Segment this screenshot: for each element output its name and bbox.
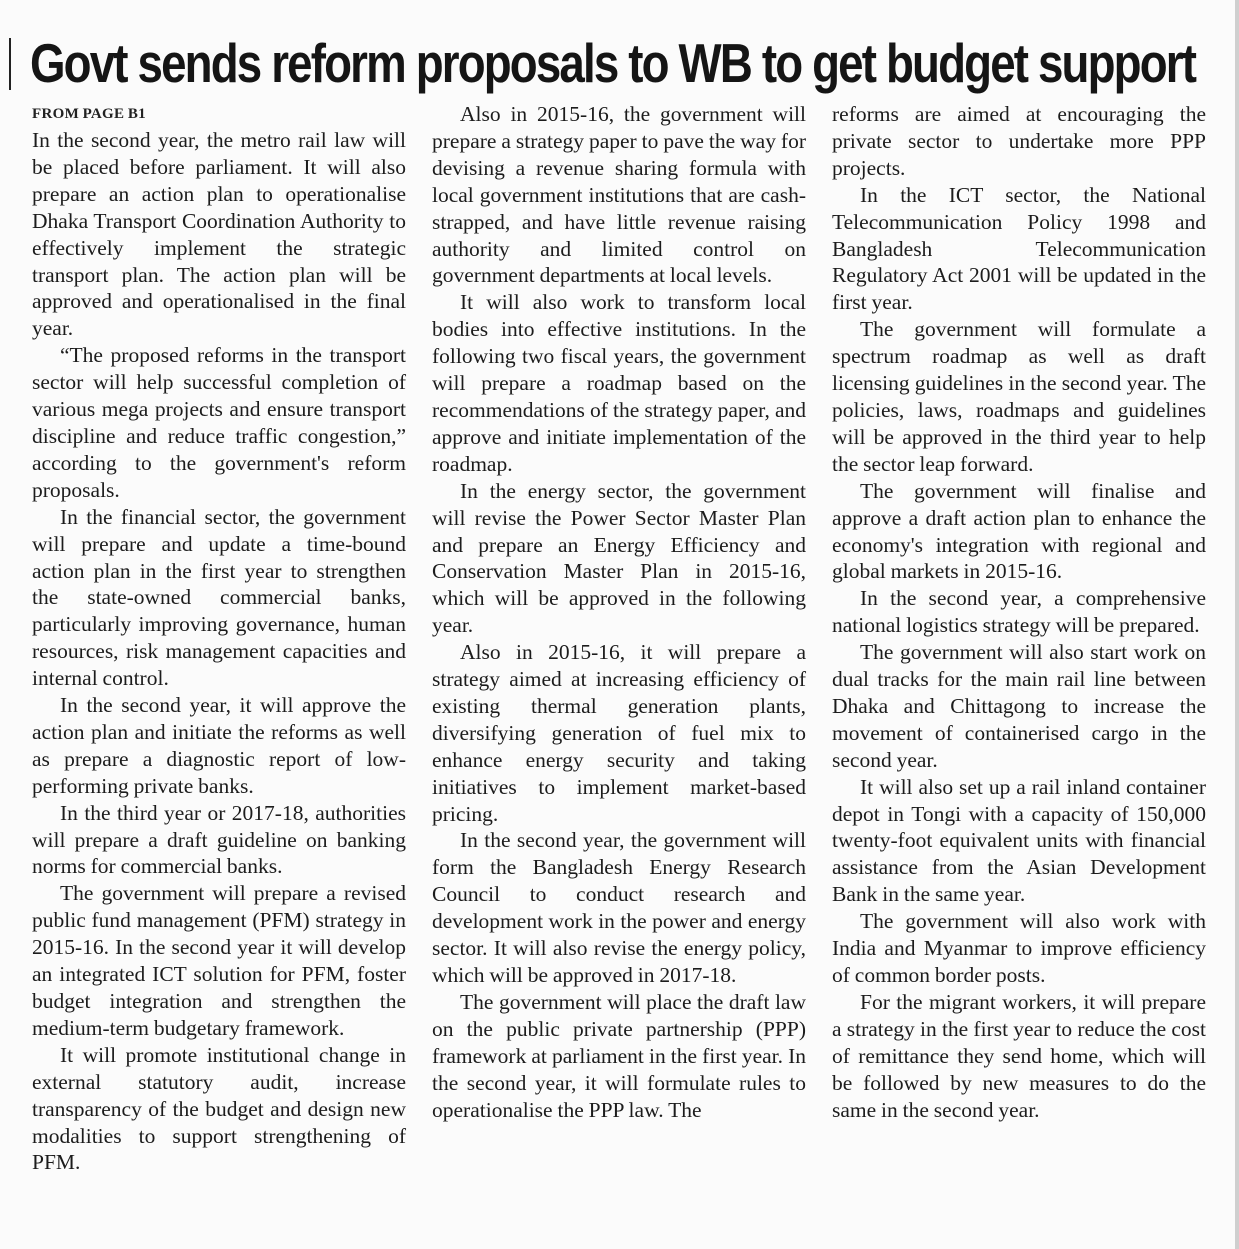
from-page-label: FROM PAGE B1 — [32, 106, 146, 122]
paragraph: The government will also work with India and Myanmar to improve efficiency of common border posts. — [832, 909, 1206, 987]
paragraph: In the third year or 2017-18, authorities will prepare a draft guideline on banking norms for commercial banks. — [32, 800, 406, 879]
paragraph: In the ICT sector, the National Telecommunication Policy 1998 and Bangladesh Telecommunication Regulatory Act 2001 will be updated in the first year. — [832, 182, 1206, 315]
article-column-1 — [32, 101, 406, 1176]
headline: Govt sends reform proposals to WB to get budget support — [30, 32, 1196, 94]
paragraph: In the energy sector, the government will revise the Power Sector Master Plan and prepare an Energy Efficiency and Conservation Master Plan in 2015-16, which will be approved in the following year. — [432, 478, 806, 638]
paragraph: In the financial sector, the government will prepare and update a time-bound action plan in the first year to strengthen the state-owned commercial banks, particularly improving governance, human resources, risk management capacities and internal control. — [32, 504, 406, 691]
article-column-3 — [832, 101, 1206, 1123]
article-column-2 — [432, 101, 806, 1123]
paragraph: For the migrant workers, it will prepare a strategy in the first year to reduce the cost of remittance they send home, which will be followed by new measures to do the same in the second year. — [832, 989, 1206, 1122]
paragraph: reforms are aimed at encouraging the private sector to undertake more PPP projects. — [832, 102, 1206, 180]
paragraph: “The proposed reforms in the transport sector will help successful completion of various mega projects and ensure transport discipline and reduce traffic congestion,” according to the government's reform proposals. — [32, 343, 406, 502]
paragraph: The government will prepare a revised public fund management (PFM) strategy in 2015-16. In the second year it will develop an integrated ICT solution for PFM, foster budget integration and strengthen the medium-term budgetary framework. — [32, 881, 406, 1040]
paragraph: It will also set up a rail inland container depot in Tongi with a capacity of 150,000 twenty-foot equivalent units with financial assistance from the Asian Development Bank in the same year. — [832, 774, 1206, 907]
paragraph: The government will finalise and approve a draft action plan to enhance the economy's integration with regional and global markets in 2015-16. — [832, 478, 1206, 584]
paragraph: Also in 2015-16, it will prepare a strategy aimed at increasing efficiency of existing thermal generation plants, diversifying generation of fuel mix to enhance energy security and taking initiatives to implement market-based pricing. — [432, 640, 806, 826]
paragraph: The government will formulate a spectrum roadmap as well as draft licensing guidelines in the second year. The policies, laws, roadmaps and guidelines will be approved in the third year to help the sector leap forward. — [832, 317, 1206, 476]
headline-rule — [9, 38, 11, 90]
page-edge — [1235, 0, 1239, 1249]
paragraph: Also in 2015-16, the government will prepare a strategy paper to pave the way for devising a revenue sharing formula with local government institutions that are cash-strapped, and have little revenue raising authority and limited control on government departments at local levels. — [432, 102, 806, 288]
paragraph: It will promote institutional change in external statutory audit, increase transparency of the budget and design new modalities to support strengthening of PFM. — [32, 1042, 406, 1175]
paragraph: The government will place the draft law on the public private partnership (PPP) framework at parliament in the first year. In the second year, it will formulate rules to operationalise the PPP law. The — [432, 989, 806, 1122]
paragraph: It will also work to transform local bodies into effective institutions. In the following two fiscal years, the government will prepare a roadmap based on the recommendations of the strategy paper, and approve and initiate implementation of the roadmap. — [432, 290, 806, 476]
paragraph: In the second year, the metro rail law will be placed before parliament. It will also prepare an action plan to operationalise Dhaka Transport Coordination Authority to effectively implement the strategic transport plan. The action plan will be approved and operationalised in the final year. — [32, 128, 406, 341]
paragraph: The government will also start work on dual tracks for the main rail line between Dhaka and Chittagong to increase the movement of containerised cargo in the second year. — [832, 640, 1206, 772]
paragraph: In the second year, the government will form the Bangladesh Energy Research Council to conduct research and development work in the power and energy sector. It will also revise the energy policy, which will be approved in 2017-18. — [432, 828, 806, 987]
paragraph: In the second year, a comprehensive national logistics strategy will be prepared. — [832, 586, 1206, 638]
paragraph: In the second year, it will approve the action plan and initiate the reforms as well as prepare a diagnostic report of low-performing private banks. — [32, 693, 406, 798]
